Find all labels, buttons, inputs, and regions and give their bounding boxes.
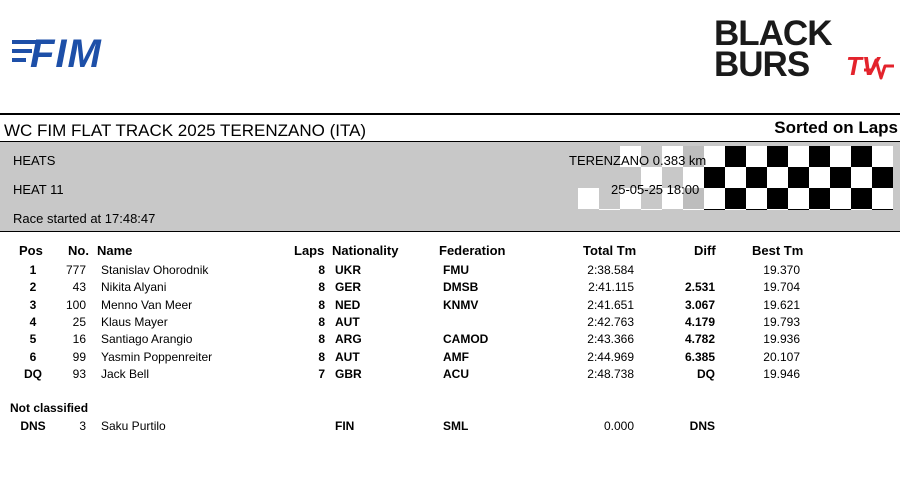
cell-nationality: GER: [335, 280, 362, 295]
cell-nationality: AUT: [335, 349, 360, 364]
cell-federation: FMU: [443, 263, 469, 277]
blackburs-logo-tv: TV: [846, 51, 880, 81]
pulse-line-icon: [864, 56, 894, 80]
cell-rider-number: 100: [65, 297, 86, 312]
cell-best-time: 19.704: [763, 280, 800, 295]
cell-nationality: NED: [335, 297, 361, 312]
cell-laps: 8: [318, 297, 325, 312]
cell-position: 4: [29, 314, 37, 329]
cell-federation: KNMV: [443, 297, 479, 312]
cell-position: 3: [29, 297, 37, 312]
col-diff: Diff: [694, 243, 716, 258]
blackburs-logo-line2: BURS: [714, 45, 810, 84]
fim-logo-stripe: [12, 58, 26, 62]
cell-rider-name: Nikita Alyani: [101, 280, 167, 295]
cell-rider-name: Santiago Arangio: [101, 332, 193, 347]
cell-best-time: 19.621: [763, 297, 800, 312]
cell-time-diff: 4.179: [684, 314, 715, 329]
cell-position: 6: [29, 349, 37, 364]
cell-time-diff: DQ: [697, 366, 715, 381]
cell-total-time: 2:41.651: [587, 297, 634, 312]
cell-position: DNS: [20, 419, 46, 433]
cell-position: 1: [29, 263, 37, 277]
cell-rider-name: Jack Bell: [101, 366, 150, 381]
fim-logo-text: FIM: [30, 32, 102, 76]
cell-federation: SML: [443, 419, 469, 433]
col-laps: Laps: [294, 243, 325, 258]
cell-rider-number: 43: [72, 280, 86, 295]
col-number: No.: [68, 243, 89, 258]
cell-total-time: 0.000: [603, 419, 634, 433]
cell-best-time: 19.793: [763, 314, 800, 329]
cell-rider-name: Klaus Mayer: [101, 314, 168, 329]
cell-laps: 8: [318, 280, 325, 295]
cell-total-time: 2:41.115: [588, 280, 634, 295]
fim-logo: [12, 32, 130, 76]
col-nationality: Nationality: [332, 243, 399, 258]
cell-best-time: 19.936: [763, 332, 800, 347]
cell-rider-name: Stanislav Ohorodnik: [101, 263, 209, 277]
cell-federation: DMSB: [443, 280, 479, 295]
cell-rider-number: 93: [72, 366, 86, 381]
cell-laps: 8: [318, 349, 325, 364]
cell-rider-name: Menno Van Meer: [101, 297, 193, 312]
cell-laps: 7: [318, 366, 325, 381]
cell-nationality: FIN: [335, 419, 355, 433]
track-info: TERENZANO 0.383 km: [569, 153, 707, 168]
cell-rider-name: Saku Purtilo: [101, 419, 166, 433]
col-name: Name: [97, 243, 133, 258]
not-classified-heading: Not classified: [10, 401, 89, 415]
cell-total-time: 2:48.738: [587, 366, 634, 381]
fim-logo-stripe: [12, 49, 32, 53]
header-rule: [0, 113, 900, 115]
cell-rider-number: 99: [72, 349, 86, 364]
col-total-time: Total Tm: [583, 243, 637, 258]
cell-best-time: 19.370: [763, 263, 800, 277]
cell-time-diff: DNS: [689, 419, 715, 433]
cell-position: 5: [29, 332, 37, 347]
cell-rider-number: 777: [65, 263, 86, 277]
cell-rider-number: 16: [72, 332, 86, 347]
cell-position: DQ: [24, 366, 42, 381]
cell-best-time: 20.107: [763, 349, 800, 364]
cell-total-time: 2:43.366: [587, 332, 634, 347]
cell-laps: 8: [318, 314, 325, 329]
cell-time-diff: 4.782: [684, 332, 715, 347]
session-name: HEATS: [13, 153, 56, 168]
cell-rider-name: Yasmin Poppenreiter: [101, 349, 213, 364]
cell-total-time: 2:38.584: [587, 263, 634, 277]
cell-time-diff: 2.531: [684, 280, 715, 295]
cell-federation: CAMOD: [443, 332, 489, 347]
cell-nationality: AUT: [335, 314, 360, 329]
race-datetime: 25-05-25 18:00: [611, 182, 700, 197]
cell-rider-number: 3: [79, 419, 86, 433]
col-best-time: Best Tm: [752, 243, 804, 258]
heat-name: HEAT 11: [13, 182, 64, 197]
cell-nationality: ARG: [335, 332, 362, 347]
event-title: WC FIM FLAT TRACK 2025 TERENZANO (ITA): [4, 121, 367, 140]
col-pos: Pos: [19, 243, 43, 258]
blackburs-logo-line1: BLACK: [714, 14, 832, 53]
sort-label: Sorted on Laps: [774, 118, 898, 137]
cell-nationality: UKR: [335, 263, 361, 277]
cell-rider-number: 25: [72, 314, 86, 329]
cell-time-diff: 6.385: [684, 349, 715, 364]
cell-nationality: GBR: [335, 366, 362, 381]
blackburs-tv-logo: [714, 14, 894, 84]
cell-laps: 8: [318, 263, 325, 277]
cell-position: 2: [29, 280, 37, 295]
cell-total-time: 2:42.763: [587, 314, 634, 329]
session-info-box: [0, 142, 900, 232]
cell-federation: ACU: [443, 366, 469, 381]
cell-best-time: 19.946: [763, 366, 800, 381]
cell-laps: 8: [318, 332, 325, 347]
cell-total-time: 2:44.969: [587, 349, 634, 364]
cell-time-diff: 3.067: [684, 297, 715, 312]
race-start-time: Race started at 17:48:47: [13, 211, 156, 226]
cell-federation: AMF: [443, 349, 469, 364]
col-federation: Federation: [439, 243, 506, 258]
